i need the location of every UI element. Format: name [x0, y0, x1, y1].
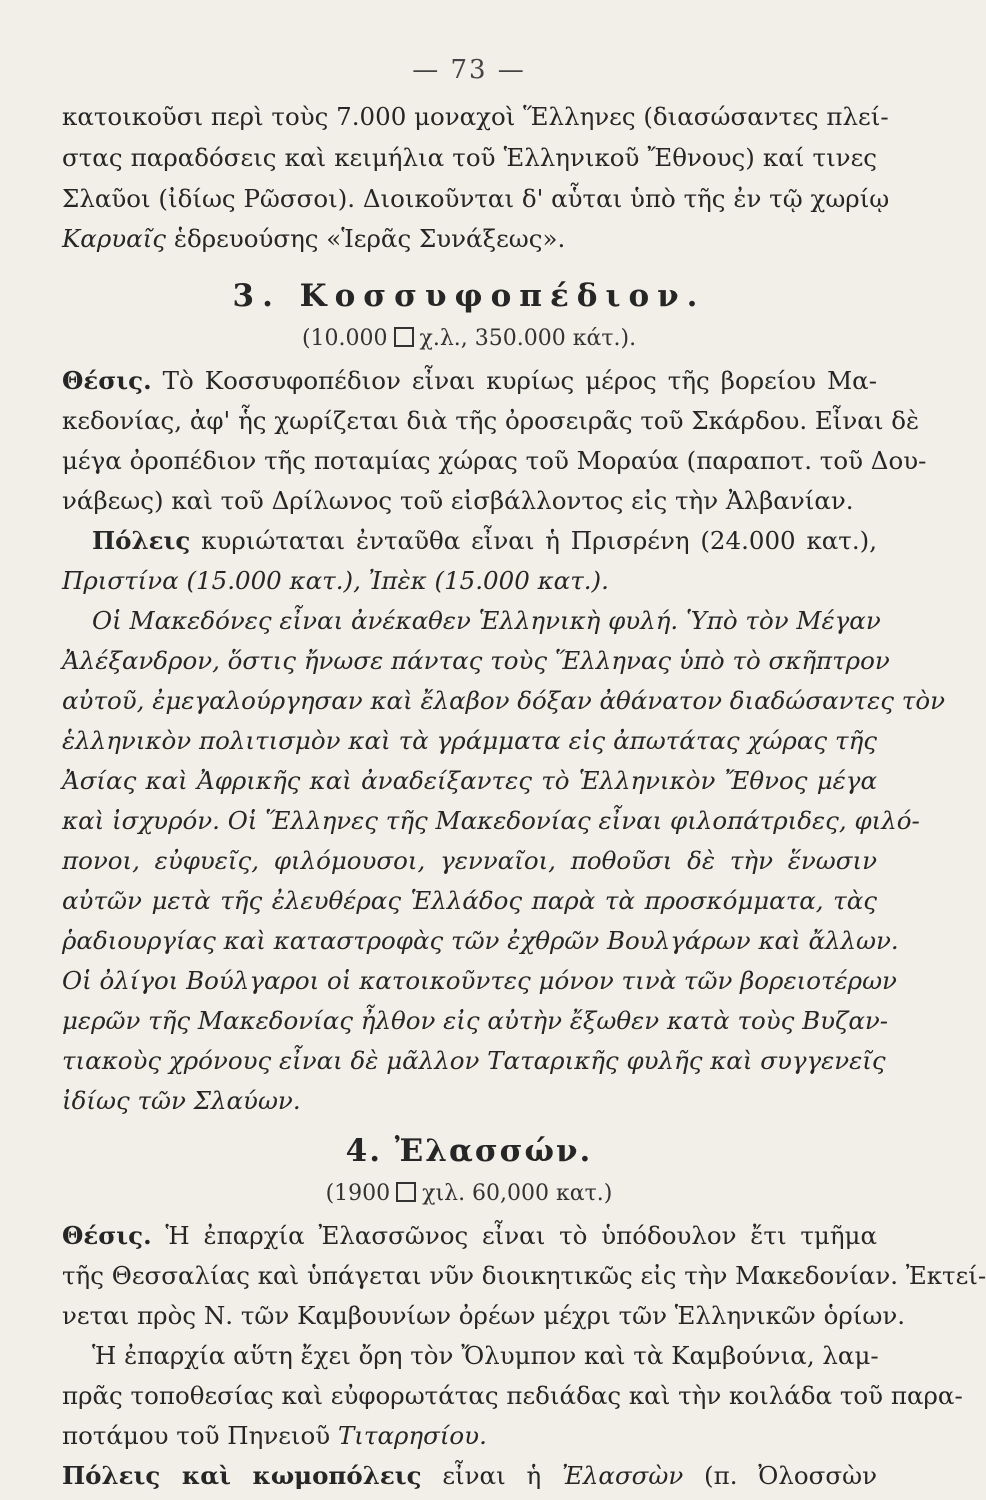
text-span: (π. Ὀλοσσὼν — [683, 1461, 877, 1490]
text-line: μερῶν τῆς Μακεδονίας ἦλθον εἰς αὐτὴν ἔξωθεν κατὰ τοὺς Βυζαν- — [62, 1006, 889, 1035]
page-number: — 73 — — [412, 55, 526, 85]
text-line: κατοικοῦσι περὶ τοὺς 7.000 μοναχοὶ Ἕλληνες (διασώσαντες πλεί- — [62, 102, 889, 131]
text-line: νάβεως) καὶ τοῦ Δρίλωνος τοῦ εἰσβάλλοντος εἰς τὴν Ἀλβανίαν. — [62, 486, 854, 515]
text-line — [62, 526, 877, 556]
text-line: νεται πρὸς Ν. τῶν Καμβουνίων ὀρέων μέχρι τῶν Ἑλληνικῶν ὁρίων. — [62, 1301, 906, 1330]
text-line: ἰδίως τῶν Σλαύων. — [62, 1086, 301, 1115]
section-heading-4: 4. Ἐλασσών. — [345, 1133, 593, 1169]
text-span: Ἡ ἐπαρχία Ἐλασσῶνος εἶναι τὸ ὑπόδουλον ἔτι τμῆμα — [151, 1221, 877, 1250]
text-line: πονοι, εὐφυεῖς, φιλόμουσοι, γενναῖοι, ποθοῦσι δὲ τὴν ἕνωσιν — [62, 846, 877, 875]
cities-label: Πόλεις — [92, 526, 191, 555]
text-line: κεδονίας, ἀφ' ἧς χωρίζεται διὰ τῆς ὀροσειρᾶς τοῦ Σκάρδου. Εἶναι δὲ — [62, 406, 920, 435]
population-value: χιλ. 60,000 κατ.) — [422, 1181, 613, 1206]
town-name: Ἐλασσὼν — [561, 1461, 684, 1490]
text-span: κυριώταται ἐνταῦθα εἶναι ἡ Πρισρένη (24.000 κατ.), — [190, 526, 877, 555]
text-line: πρᾶς τοποθεσίας καὶ εὐφορωτάτας πεδιάδας καὶ τὴν κοιλάδα τοῦ παρα- — [62, 1381, 963, 1410]
text-line: Οἱ ὀλίγοι Βούλγαροι οἱ κατοικοῦντες μόνον τινὰ τῶν βορειοτέρων — [62, 966, 897, 995]
square-symbol-icon — [396, 1182, 416, 1202]
text-line — [62, 366, 877, 396]
text-line — [62, 224, 877, 254]
section-heading-3: 3. Κοσσυφοπέδιον. — [232, 278, 706, 314]
section-4-dimensions — [0, 1179, 938, 1209]
text-line: Οἱ Μακεδόνες εἶναι ἀνέκαθεν Ἑλληνικὴ φυλή. Ὑπὸ τὸν Μέγαν — [92, 606, 881, 635]
thesis-label: Θέσις. — [62, 366, 152, 395]
place-name: Καρυαῖς — [62, 224, 167, 253]
text-span: Τὸ Κοσσυφοπέδιον εἶναι κυρίως μέρος τῆς βορείου Μα- — [151, 366, 877, 395]
text-span: ποτάμου τοῦ Πηνειοῦ — [62, 1421, 338, 1450]
text-line: Πριστίνα (15.000 κατ.), Ἰπὲκ (15.000 κατ.). — [62, 566, 609, 595]
text-line: ἑλληνικὸν πολιτισμὸν καὶ τὰ γράμματα εἰς ἀπωτάτας χώρας τῆς — [62, 726, 877, 755]
text-line: καὶ ἰσχυρόν. Οἱ Ἕλληνες τῆς Μακεδονίας εἶναι φιλοπάτριδες, φιλό- — [62, 806, 920, 835]
text-line: μέγα ὀροπέδιον τῆς ποταμίας χώρας τοῦ Μοραύα (παραποτ. τοῦ Δου- — [62, 446, 927, 475]
text-line — [62, 1461, 877, 1491]
text-line: ῥαδιουργίας καὶ καταστροφὰς τῶν ἐχθρῶν Βουλγάρων καὶ ἄλλων. — [62, 926, 899, 955]
text-line — [62, 1221, 877, 1251]
towns-label: Πόλεις καὶ κωμοπόλεις — [62, 1461, 422, 1490]
text-span: εἶναι ἡ — [421, 1461, 562, 1490]
text-line: Ἀλέξανδρον, ὅστις ἤνωσε πάντας τοὺς Ἕλληνας ὑπὸ τὸ σκῆπτρον — [62, 646, 890, 675]
river-name: Τιταρησίου. — [337, 1421, 487, 1450]
text-line: Ἀσίας καὶ Ἀφρικῆς καὶ ἀναδείξαντες τὸ Ἑλληνικὸν Ἔθνος μέγα — [62, 766, 877, 795]
text-line: Σλαῦοι (ἰδίως Ρῶσσοι). Διοικοῦνται δ' αὗται ὑπὸ τῆς ἐν τῷ χωρίῳ — [62, 184, 890, 213]
area-value: (10.000 — [301, 326, 388, 351]
text-line: τιακοὺς χρόνους εἶναι δὲ μᾶλλον Ταταρικῆς φυλῆς καὶ συγγενεῖς — [62, 1046, 886, 1075]
text-line — [62, 1421, 877, 1451]
population-value: χ.λ., 350.000 κάτ.). — [419, 326, 637, 351]
text-line: στας παραδόσεις καὶ κειμήλια τοῦ Ἑλληνικοῦ Ἔθνους) καί τινες — [62, 143, 877, 172]
area-value: (1900 — [325, 1181, 391, 1206]
square-symbol-icon — [394, 327, 414, 347]
section-3-dimensions — [0, 324, 938, 354]
text-line: Ἡ ἐπαρχία αὕτη ἔχει ὄρη τὸν Ὄλυμπον καὶ τὰ Καμβούνια, λαμ- — [92, 1341, 879, 1370]
text-span: ἑδρευούσης «Ἱερᾶς Συνάξεως». — [166, 224, 566, 253]
text-line: τῆς Θεσσαλίας καὶ ὑπάγεται νῦν διοικητικῶς εἰς τὴν Μακεδονίαν. Ἐκτεί- — [62, 1261, 986, 1290]
text-line: αὐτῶν μετὰ τῆς ἐλευθέρας Ἑλλάδος παρὰ τὰ προσκόμματα, τὰς — [62, 886, 877, 915]
text-line: αὐτοῦ, ἐμεγαλούργησαν καὶ ἔλαβον δόξαν ἀθάνατον διαδώσαντες τὸν — [62, 686, 945, 715]
thesis-label: Θέσις. — [62, 1221, 152, 1250]
